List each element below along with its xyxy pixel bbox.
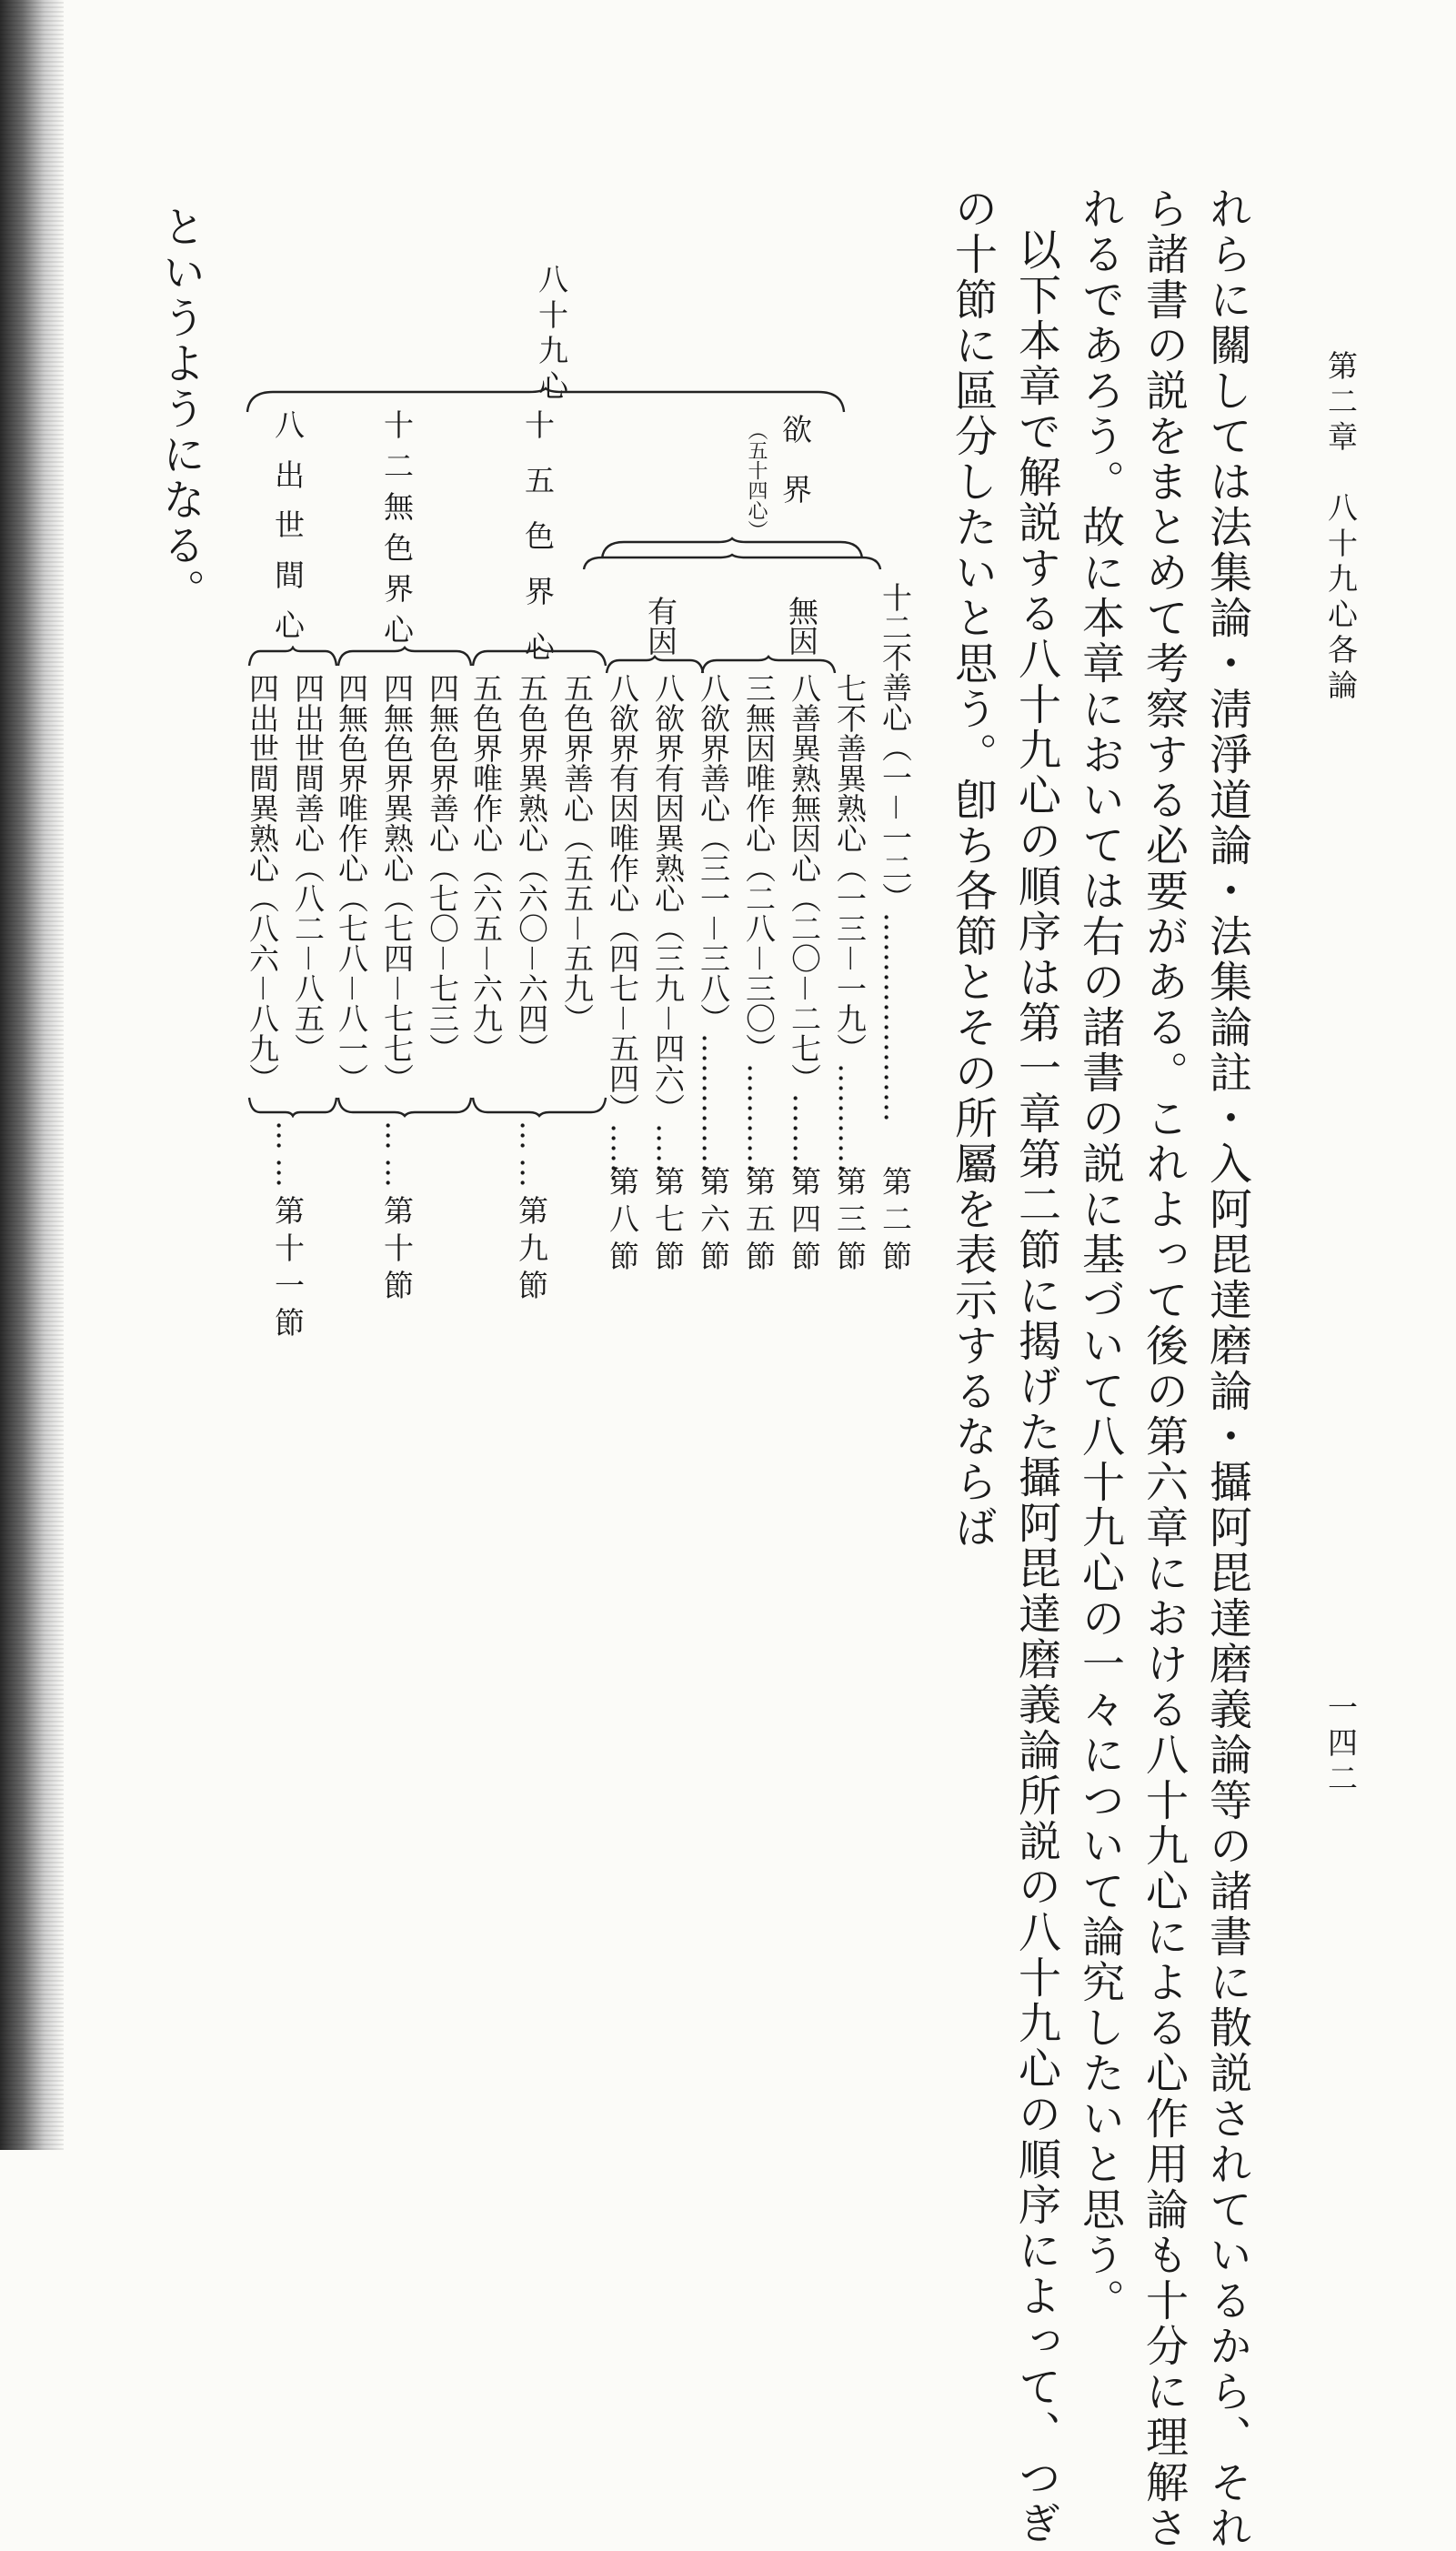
lokuttara-item-1: 四出世間善心（八二－八五） <box>290 673 326 1063</box>
kamma-item-6: 八欲界有因異熟心（三九－四六）…… <box>650 673 686 1183</box>
rupa-item-2: 五色界異熟心（六〇－六四） <box>514 673 549 1063</box>
kamma-item-3: 八善異熟無因心（二〇－二七）……… <box>787 673 822 1183</box>
section-6: 第六節 <box>696 1166 731 1278</box>
section-8: 第八節 <box>605 1166 640 1278</box>
page-number: 一四二 <box>1323 1692 1359 1798</box>
lokuttara-close-brace <box>247 1096 338 1118</box>
section-4: 第四節 <box>787 1166 822 1278</box>
kamma-item-4: 三無因唯作心（二八－三〇）………… <box>741 673 777 1183</box>
kamma-root-brace <box>582 553 882 571</box>
kamma-item-7: 八欲界有因唯作心（四七－五四）…… <box>605 673 640 1183</box>
arupa-item-1: 四無色界善心（七〇－七三） <box>425 673 460 1063</box>
tree-root: 八十九心 <box>534 264 569 406</box>
section-11: ……第十一節 <box>270 1120 306 1344</box>
section-5: 第五節 <box>741 1166 777 1278</box>
section-3: 第三節 <box>832 1166 868 1278</box>
muin-label: 無因 <box>784 596 819 656</box>
kamma-item-5: 八欲界善心（三一－三八）…………… <box>696 673 731 1183</box>
kamma-item-2: 七不善異熟心（一三－一九）………… <box>832 673 868 1183</box>
lokuttara-label: 八出世間心 <box>270 409 306 659</box>
closing-line: というようになる。 <box>156 205 206 614</box>
section-7: 第七節 <box>650 1166 686 1278</box>
arupa-item-2: 四無色界異熟心（七四－七七） <box>379 673 415 1093</box>
body-line-4: 以下本章で解説する八十九心の順序は第一章第二節に揭げた攝阿毘達磨義論所説の八十九心の順序によって、つぎ <box>1011 227 1061 2546</box>
body-line-1: れらに關しては法集論・淸淨道論・法集論註・入阿毘達磨論・攝阿毘達磨義論等の諸書に散説されているから、それ <box>1202 186 1252 2551</box>
kama-label: 欲 界 <box>778 414 813 504</box>
arupa-item-3: 四無色界唯作心（七八－八一） <box>334 673 369 1093</box>
section-9: ……第九節 <box>514 1120 549 1307</box>
uin-label: 有因 <box>643 596 678 656</box>
body-line-5: の十節に區分したいと思う。卽ち各節とその所屬を表示するならば <box>948 186 998 1551</box>
rupa-close-brace <box>471 1096 608 1118</box>
arupa-close-brace <box>336 1096 473 1118</box>
running-head: 第二章 八十九心各論 <box>1323 350 1359 705</box>
scan-shadow <box>0 0 64 2150</box>
section-2: 第二節 <box>878 1166 913 1278</box>
rupa-item-3: 五色界唯作心（六五－六九） <box>468 673 504 1063</box>
lokuttara-brace <box>247 646 338 668</box>
section-10: ……第十節 <box>379 1120 415 1307</box>
rupa-brace <box>471 646 608 668</box>
arupa-brace <box>336 646 473 668</box>
body-line-3: れるであろう。故に本章においては右の諸書の説に基づいて八十九心の一々について論究したいと思う。 <box>1075 186 1125 2324</box>
arupa-label: 十二無色界心 <box>379 409 415 655</box>
lokuttara-item-2: 四出世間異熟心（八六－八九） <box>245 673 280 1093</box>
rupa-label: 十五色界心 <box>520 409 556 687</box>
rupa-item-1: 五色界善心（五五－五九） <box>559 673 595 1033</box>
kama-count: （五十四心） <box>745 420 768 540</box>
body-line-2: ら諸書の説をまとめて考察する必要がある。これよって後の第六章における八十九心による心作用論も十分に理解さ <box>1139 186 1189 2551</box>
uin-brace <box>605 655 705 675</box>
kamma-item-1: 十二不善心（一－一二）………………… <box>878 582 913 1122</box>
muin-brace <box>700 655 837 675</box>
